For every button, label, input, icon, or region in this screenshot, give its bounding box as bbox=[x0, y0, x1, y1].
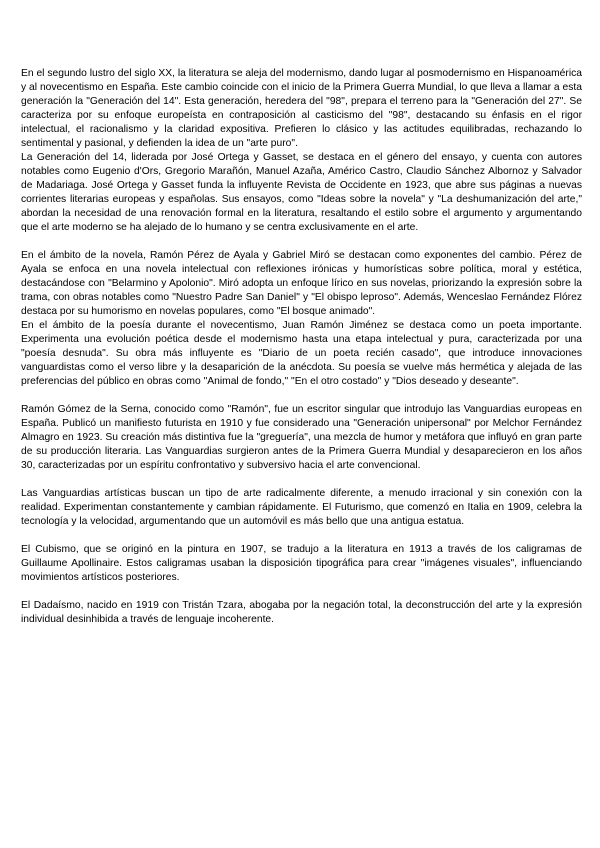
paragraph-spacer bbox=[21, 235, 582, 249]
document-body bbox=[21, 67, 582, 627]
paragraph-spacer bbox=[21, 389, 582, 403]
paragraph-vanguardias: Las Vanguardias artísticas buscan un tipo de arte radicalmente diferente, a menudo irracional y sin conexión con la realidad. Experimentan constantemente y cambian rápidamente. El Futurismo, que comenzó en Italia en 1909, celebra la tecnología y la velocidad, argumentando que un automóvil es más bello que una antigua estatua. bbox=[21, 488, 582, 527]
paragraph-novela: En el ámbito de la novela, Ramón Pérez de Ayala y Gabriel Miró se destacan como exponentes del cambio. Pérez de Ayala se enfoca en una novela intelectual con reflexiones irónicas y humorísticas sobre política, moral y estética, destacándose con "Belarmino y Apolonio". Miró adopta un enfoque lírico en sus novelas, priorizando la expresión sobre la trama, con obras notables como "Nuestro Padre San Daniel" y "El obispo leproso". Además, Wenceslao Fernández Flórez destaca por su humorismo en novelas populares, como "El bosque animado". bbox=[21, 250, 582, 317]
paragraph-dadaismo: El Dadaísmo, nacido en 1919 con Tristán Tzara, abogaba por la negación total, la deconstrucción del arte y la expresión individual desinhibida a través de lenguaje incoherente. bbox=[21, 600, 582, 625]
paragraph-spacer bbox=[21, 585, 582, 599]
paragraph-spacer bbox=[21, 529, 582, 543]
paragraph-spacer bbox=[21, 473, 582, 487]
paragraph-gomez-de-la-serna: Ramón Gómez de la Serna, conocido como "Ramón", fue un escritor singular que introdujo las Vanguardias europeas en España. Publicó un manifiesto futurista en 1910 y fue considerado una "Generación unipersonal" por Melchor Fernández Almagro en 1923. Su creación más distintiva fue la "greguería", una mezcla de humor y metáfora que influyó en gran parte de su producción literaria. Las Vanguardias surgieron antes de la Primera Guerra Mundial y desaparecieron en los años 30, caracterizadas por un espíritu confrontativo y subversivo hacia el arte convencional. bbox=[21, 404, 582, 471]
paragraph-cubismo: El Cubismo, que se originó en la pintura en 1907, se tradujo a la literatura en 1913 a través de los caligramas de Guillaume Apollinaire. Estos caligramas usaban la disposición tipográfica para crear "imágenes visuales", influenciando movimientos artísticos posteriores. bbox=[21, 544, 582, 583]
paragraph-ortega-y-gasset: La Generación del 14, liderada por José Ortega y Gasset, se destaca en el género del ensayo, y cuenta con autores notables como Eugenio d'Ors, Gregorio Marañón, Manuel Azaña, Américo Castro, Claudio Sánchez Albornoz y Salvador de Madariaga. José Ortega y Gasset funda la influyente Revista de Occidente en 1923, que abre sus páginas a nuevas corrientes literarias europeas y españolas. Sus ensayos, como "Ideas sobre la novela" y "La deshumanización del arte," abordan la necesidad de una renovación formal en la literatura, resaltando el estilo sobre el argumento y argumentando que el arte moderno se ha alejado de lo humano y se centra exclusivamente en el arte. bbox=[21, 152, 582, 233]
paragraph-generacion-14-intro: En el segundo lustro del siglo XX, la literatura se aleja del modernismo, dando lugar al posmodernismo en Hispanoamérica y al novecentismo en España. Este cambio coincide con el inicio de la Primera Guerra Mundial, lo que lleva a llamar a esta generación la "Generación del 14". Esta generación, heredera del "98", prepara el terreno para la "Generación del 27". Se caracteriza por su enfoque europeísta en contraposición al casticismo del "98", destacando su énfasis en el rigor intelectual, el racionalismo y la claridad expositiva. Prefieren lo clásico y las actitudes equilibradas, rechazando lo sentimental y pasional, y defienden la idea de un "arte puro". bbox=[21, 68, 582, 149]
paragraph-poesia: En el ámbito de la poesía durante el novecentismo, Juan Ramón Jiménez se destaca como un poeta importante. Experimenta una evolución poética desde el modernismo hasta una etapa intelectual y pura, caracterizada por una "poesía desnuda". Su obra más influyente es "Diario de un poeta recién casado", que introduce innovaciones vanguardistas como el verso libre y la desaparición de la anécdota. Su poesía se vuelve más hermética y alejada de las preferencias del público en obras como "Animal de fondo," "En el otro costado" y "Dios deseado y deseante". bbox=[21, 320, 582, 387]
